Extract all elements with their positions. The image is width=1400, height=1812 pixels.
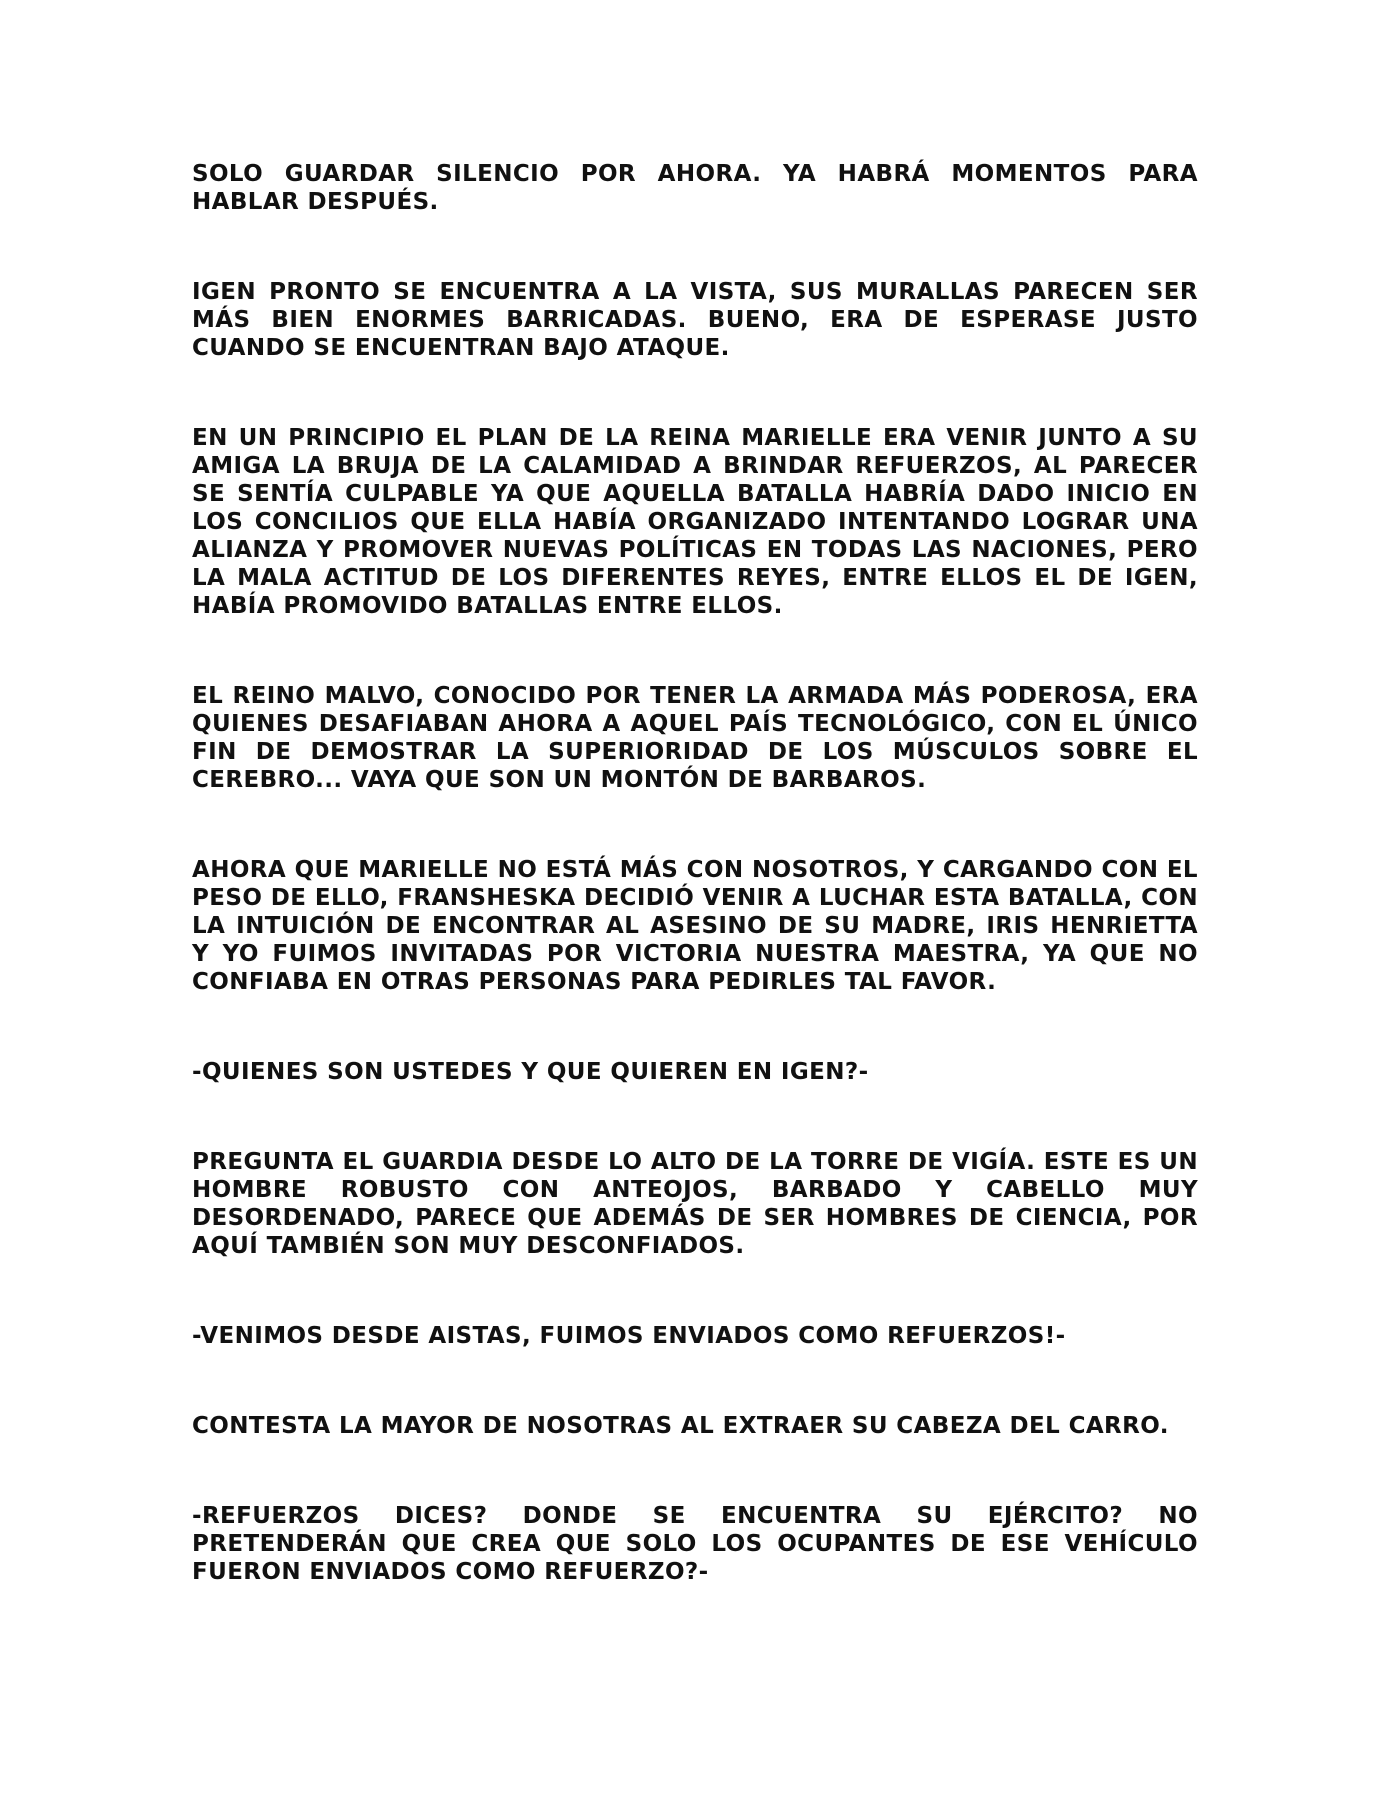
paragraph-9: CONTESTA LA MAYOR DE NOSOTRAS AL EXTRAER SU CABEZA DEL CARRO. [192, 1413, 1169, 1439]
paragraph-10: -REFUERZOS DICES? DONDE SE ENCUENTRA SU EJÉRCITO? NO PRETENDERÁN QUE CREA QUE SOLO LOS OCUPANTES DE ESE VEHÍCULO FUERON ENVIADOS COMO REFUERZO?- [192, 1503, 1198, 1585]
paragraph-1: SOLO GUARDAR SILENCIO POR AHORA. YA HABRÁ MOMENTOS PARA HABLAR DESPUÉS. [192, 161, 1198, 215]
paragraph-3: EN UN PRINCIPIO EL PLAN DE LA REINA MARIELLE ERA VENIR JUNTO A SU AMIGA LA BRUJA DE LA CALAMIDAD A BRINDAR REFUERZOS, AL PARECER SE SENTÍA CULPABLE YA QUE AQUELLA BATALLA HABRÍA DADO INICIO EN LOS CONCILIOS QUE ELLA HABÍA ORGANIZADO INTENTANDO LOGRAR UNA ALIANZA Y PROMOVER NUEVAS POLÍTICAS EN TODAS LAS NACIONES, PERO LA MALA ACTITUD DE LOS DIFERENTES REYES, ENTRE ELLOS EL DE IGEN, HABÍA PROMOVIDO BATALLAS ENTRE ELLOS. [192, 425, 1198, 619]
paragraph-7: PREGUNTA EL GUARDIA DESDE LO ALTO DE LA TORRE DE VIGÍA. ESTE ES UN HOMBRE ROBUSTO CON ANTEOJOS, BARBADO Y CABELLO MUY DESORDENADO, PARECE QUE ADEMÁS DE SER HOMBRES DE CIENCIA, POR AQUÍ TAMBIÉN SON MUY DESCONFIADOS. [192, 1149, 1198, 1259]
paragraph-6: -QUIENES SON USTEDES Y QUE QUIEREN EN IGEN?- [192, 1059, 869, 1085]
paragraph-4: EL REINO MALVO, CONOCIDO POR TENER LA ARMADA MÁS PODEROSA, ERA QUIENES DESAFIABAN AHORA A AQUEL PAÍS TECNOLÓGICO, CON EL ÚNICO FIN DE DEMOSTRAR LA SUPERIORIDAD DE LOS MÚSCULOS SOBRE EL CEREBRO... VAYA QUE SON UN MONTÓN DE BARBAROS. [192, 683, 1198, 793]
paragraph-5: AHORA QUE MARIELLE NO ESTÁ MÁS CON NOSOTROS, Y CARGANDO CON EL PESO DE ELLO, FRANSHESKA DECIDIÓ VENIR A LUCHAR ESTA BATALLA, CON LA INTUICIÓN DE ENCONTRAR AL ASESINO DE SU MADRE, IRIS HENRIETTA Y YO FUIMOS INVITADAS POR VICTORIA NUESTRA MAESTRA, YA QUE NO CONFIABA EN OTRAS PERSONAS PARA PEDIRLES TAL FAVOR. [192, 857, 1198, 995]
document-page [192, 160, 1198, 1586]
paragraph-8: -VENIMOS DESDE AISTAS, FUIMOS ENVIADOS COMO REFUERZOS!- [192, 1323, 1066, 1349]
paragraph-2: IGEN PRONTO SE ENCUENTRA A LA VISTA, SUS MURALLAS PARECEN SER MÁS BIEN ENORMES BARRICADAS. BUENO, ERA DE ESPERASE JUSTO CUANDO SE ENCUENTRAN BAJO ATAQUE. [192, 279, 1198, 361]
